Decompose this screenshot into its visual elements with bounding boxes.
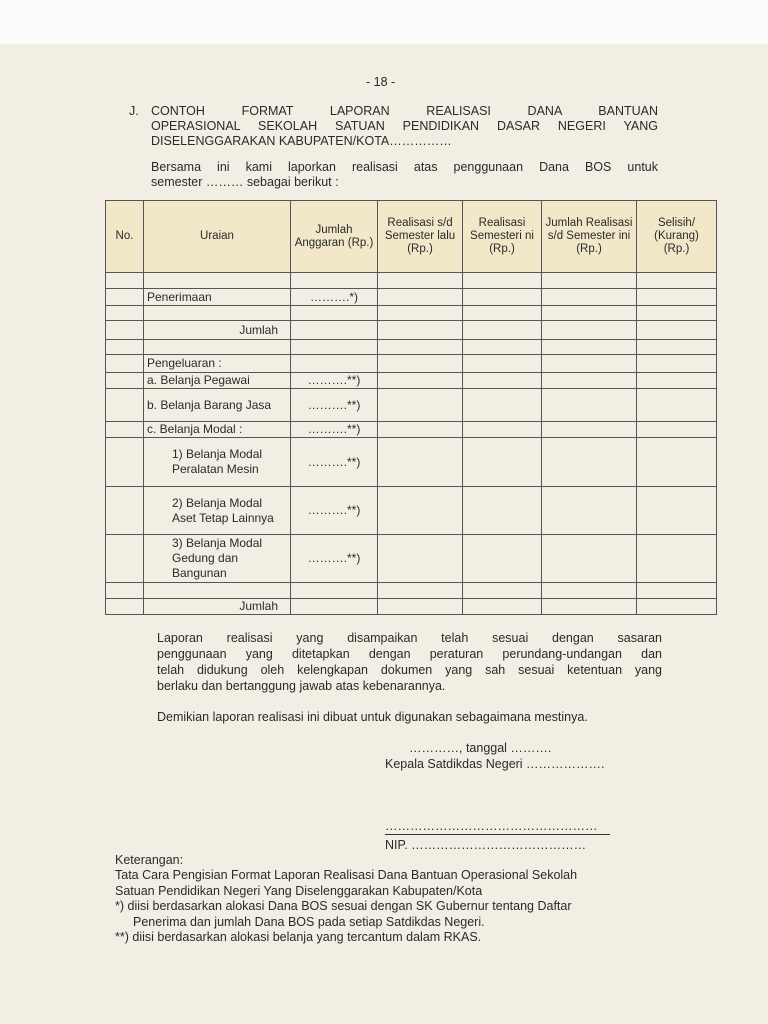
cell-no — [106, 583, 144, 599]
cell-anggaran — [291, 599, 378, 615]
page-number: - 18 - — [366, 75, 396, 89]
cell-anggaran — [291, 355, 378, 373]
cell-uraian: 2) Belanja Modal Aset Tetap Lainnya — [144, 487, 291, 535]
header-jumlah-realisasi: Jumlah Realisasi s/d Semester ini (Rp.) — [542, 201, 637, 273]
cell-realisasi-lalu — [378, 422, 463, 438]
header-selisih: Selisih/ (Kurang) (Rp.) — [637, 201, 717, 273]
cell-selisih — [637, 487, 717, 535]
cell-anggaran: ……….**) — [291, 438, 378, 487]
cell-selisih — [637, 389, 717, 422]
cell-jumlah-realisasi — [542, 422, 637, 438]
cell-no — [106, 389, 144, 422]
cell-anggaran — [291, 321, 378, 340]
cell-realisasi-lalu — [378, 583, 463, 599]
table-row — [106, 583, 717, 599]
table-row — [106, 599, 717, 615]
cell-selisih — [637, 340, 717, 355]
cell-realisasi-lalu — [378, 535, 463, 583]
table-row — [106, 355, 717, 373]
cell-anggaran: ……….**) — [291, 389, 378, 422]
cell-anggaran: ……….**) — [291, 422, 378, 438]
cell-jumlah-realisasi — [542, 535, 637, 583]
cell-anggaran — [291, 273, 378, 289]
cell-realisasi-lalu — [378, 487, 463, 535]
cell-anggaran: ……….*) — [291, 289, 378, 306]
cell-selisih — [637, 583, 717, 599]
cell-anggaran: ……….**) — [291, 487, 378, 535]
cell-no — [106, 289, 144, 306]
cell-uraian — [144, 583, 291, 599]
cell-no — [106, 373, 144, 389]
statement-line-1: Laporan realisasi yang disampaikan telah sesuai dengan sasaran — [157, 631, 662, 645]
cell-anggaran: ……….**) — [291, 535, 378, 583]
table-row — [106, 438, 717, 487]
cell-selisih — [637, 422, 717, 438]
header-realisasi-ini: Realisasi Semesteri ni (Rp.) — [463, 201, 542, 273]
cell-realisasi-lalu — [378, 438, 463, 487]
note-double-asterisk: **) diisi berdasarkan alokasi belanja yang tercantum dalam RKAS. — [115, 930, 482, 944]
cell-uraian: Jumlah — [144, 321, 291, 340]
cell-realisasi-lalu — [378, 389, 463, 422]
cell-jumlah-realisasi — [542, 599, 637, 615]
cell-uraian: b. Belanja Barang Jasa — [144, 389, 291, 422]
table-row — [106, 289, 717, 306]
heading-line-1: CONTOH FORMAT LAPORAN REALISASI DANA BANTUAN — [151, 104, 658, 118]
cell-realisasi-ini — [463, 289, 542, 306]
intro-line-1: Bersama ini kami laporkan realisasi atas penggunaan Dana BOS untuk — [151, 160, 658, 174]
cell-selisih — [637, 438, 717, 487]
cell-selisih — [637, 273, 717, 289]
cell-realisasi-ini — [463, 340, 542, 355]
cell-uraian: Penerimaan — [144, 289, 291, 306]
cell-no — [106, 487, 144, 535]
cell-no — [106, 340, 144, 355]
cell-uraian: 3) Belanja Modal Gedung dan Bangunan — [144, 535, 291, 583]
note-single-asterisk: *) diisi berdasarkan alokasi Dana BOS sesuai dengan SK Gubernur tentang Daftar — [115, 899, 572, 913]
cell-realisasi-ini — [463, 438, 542, 487]
statement-line-2: penggunaan yang ditetapkan dengan peraturan perundang-undangan dan — [157, 647, 662, 661]
heading-line-2: OPERASIONAL SEKOLAH SATUAN PENDIDIKAN DASAR NEGERI YANG — [151, 119, 658, 133]
cell-jumlah-realisasi — [542, 355, 637, 373]
table-header-row — [106, 201, 717, 273]
cell-realisasi-ini — [463, 599, 542, 615]
cell-selisih — [637, 355, 717, 373]
cell-jumlah-realisasi — [542, 373, 637, 389]
table-row — [106, 321, 717, 340]
cell-realisasi-ini — [463, 373, 542, 389]
cell-selisih — [637, 289, 717, 306]
table-row — [106, 535, 717, 583]
cell-no — [106, 599, 144, 615]
table-row — [106, 487, 717, 535]
notes-line-2: Satuan Pendidikan Negeri Yang Diselenggarakan Kabupaten/Kota — [115, 884, 483, 898]
cell-jumlah-realisasi — [542, 289, 637, 306]
note-single-asterisk-cont: Penerima dan jumlah Dana BOS pada setiap Satdikdas Negeri. — [133, 915, 485, 929]
cell-no — [106, 422, 144, 438]
cell-uraian: Pengeluaran : — [144, 355, 291, 373]
cell-realisasi-lalu — [378, 355, 463, 373]
cell-jumlah-realisasi — [542, 340, 637, 355]
statement-closing: Demikian laporan realisasi ini dibuat untuk digunakan sebagaimana mestinya. — [157, 710, 588, 724]
cell-jumlah-realisasi — [542, 389, 637, 422]
header-realisasi-lalu: Realisasi s/d Semester lalu (Rp.) — [378, 201, 463, 273]
signer-name-line: …………………………………………… — [385, 819, 610, 835]
table-row — [106, 340, 717, 355]
notes-label: Keterangan: — [115, 853, 184, 867]
intro-line-2: semester ……… sebagai berikut : — [151, 175, 339, 189]
cell-realisasi-ini — [463, 355, 542, 373]
cell-realisasi-ini — [463, 321, 542, 340]
cell-jumlah-realisasi — [542, 321, 637, 340]
cell-jumlah-realisasi — [542, 438, 637, 487]
signer-nip: NIP. …………………………………… — [385, 838, 587, 852]
cell-no — [106, 306, 144, 321]
table-row — [106, 389, 717, 422]
table-row — [106, 306, 717, 321]
cell-realisasi-lalu — [378, 321, 463, 340]
place-date: …………, tanggal ………. — [409, 741, 552, 755]
scan-margin — [0, 0, 768, 44]
statement-line-4: berlaku dan bertanggung jawab atas kebenarannya. — [157, 679, 446, 693]
cell-realisasi-lalu — [378, 373, 463, 389]
cell-no — [106, 273, 144, 289]
cell-uraian: c. Belanja Modal : — [144, 422, 291, 438]
cell-selisih — [637, 321, 717, 340]
cell-realisasi-lalu — [378, 289, 463, 306]
cell-selisih — [637, 306, 717, 321]
header-uraian: Uraian — [144, 201, 291, 273]
table-row — [106, 273, 717, 289]
cell-no — [106, 535, 144, 583]
signer-title: Kepala Satdikdas Negeri ………………. — [385, 757, 605, 771]
cell-uraian: a. Belanja Pegawai — [144, 373, 291, 389]
table-row — [106, 422, 717, 438]
cell-realisasi-lalu — [378, 273, 463, 289]
cell-jumlah-realisasi — [542, 487, 637, 535]
cell-uraian: 1) Belanja Modal Peralatan Mesin — [144, 438, 291, 487]
cell-selisih — [637, 599, 717, 615]
cell-anggaran — [291, 306, 378, 321]
cell-uraian: Jumlah — [144, 599, 291, 615]
notes-line-1: Tata Cara Pengisian Format Laporan Realisasi Dana Bantuan Operasional Sekolah — [115, 868, 578, 882]
cell-anggaran — [291, 583, 378, 599]
cell-uraian — [144, 273, 291, 289]
cell-jumlah-realisasi — [542, 273, 637, 289]
cell-selisih — [637, 535, 717, 583]
cell-realisasi-lalu — [378, 340, 463, 355]
cell-jumlah-realisasi — [542, 306, 637, 321]
cell-realisasi-ini — [463, 583, 542, 599]
cell-realisasi-ini — [463, 422, 542, 438]
header-no: No. — [106, 201, 144, 273]
heading-letter: J. — [129, 104, 139, 118]
cell-uraian — [144, 340, 291, 355]
cell-anggaran: ……….**) — [291, 373, 378, 389]
cell-anggaran — [291, 340, 378, 355]
cell-realisasi-ini — [463, 389, 542, 422]
cell-realisasi-ini — [463, 487, 542, 535]
cell-selisih — [637, 373, 717, 389]
cell-no — [106, 355, 144, 373]
cell-no — [106, 438, 144, 487]
cell-realisasi-ini — [463, 273, 542, 289]
header-anggaran: Jumlah Anggaran (Rp.) — [291, 201, 378, 273]
cell-realisasi-lalu — [378, 306, 463, 321]
statement-line-3: telah didukung oleh kelengkapan dokumen yang sah sesuai ketentuan yang — [157, 663, 662, 677]
cell-realisasi-ini — [463, 306, 542, 321]
cell-no — [106, 321, 144, 340]
cell-realisasi-lalu — [378, 599, 463, 615]
cell-uraian — [144, 306, 291, 321]
cell-realisasi-ini — [463, 535, 542, 583]
report-table — [105, 200, 717, 615]
table-row — [106, 373, 717, 389]
cell-jumlah-realisasi — [542, 583, 637, 599]
heading-line-3: DISELENGGARAKAN KABUPATEN/KOTA…………… — [151, 134, 452, 148]
